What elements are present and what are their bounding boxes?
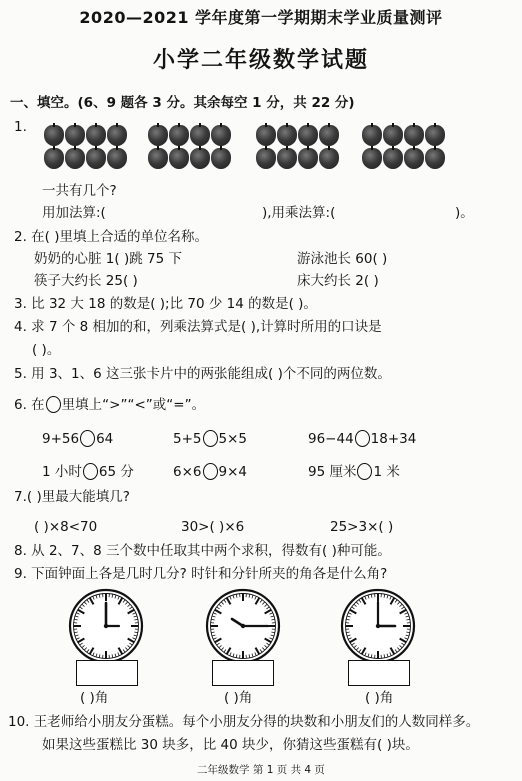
q7-item-b: 30>( )×6: [181, 519, 245, 535]
q6-text-a: 6. 在: [14, 397, 45, 413]
q6-row1-a: 9+56 64: [42, 431, 114, 447]
apple-icon: [404, 125, 424, 146]
exam-title: 2020—2021 学年度第一学期期末学业质量测评: [79, 8, 443, 27]
circle-blank-icon: [357, 463, 372, 480]
apple-icon: [256, 148, 276, 169]
apple-group: [256, 125, 342, 169]
q8-question: 8. 从 2、7、8 三个数中任取其中两个求积，得数有( )种可能。: [14, 543, 391, 559]
apple-icon: [211, 125, 231, 146]
apple-icon: [44, 125, 64, 146]
q1-end: )。: [455, 205, 474, 221]
angle-answer-1: ( )角: [80, 690, 109, 706]
q6-question: [14, 396, 205, 414]
clock-time-answer-box[interactable]: [76, 660, 138, 686]
apple-icon: [277, 125, 297, 146]
clock-icon: [340, 588, 416, 664]
circle-blank-icon: [80, 430, 95, 447]
apple-icon: [148, 125, 168, 146]
q2-item-b: 游泳池长 60( ): [297, 251, 388, 267]
apple-icon: [86, 148, 106, 169]
circle-blank-icon: [46, 396, 61, 413]
apple-icon: [383, 148, 403, 169]
apple-icon: [169, 125, 189, 146]
apple-group: [44, 125, 130, 169]
apple-icon: [148, 148, 168, 169]
apple-group: [148, 125, 234, 169]
q6-row2-a: 1 小时 65 分: [42, 464, 134, 480]
circle-blank-icon: [355, 430, 370, 447]
clock-icon: [205, 588, 281, 664]
apple-icon: [298, 148, 318, 169]
paper-title: 小学二年级数学试题: [152, 47, 369, 73]
apple-icon: [362, 125, 382, 146]
q7-item-c: 25>3×( ): [330, 519, 394, 535]
q1-number: 1.: [14, 119, 27, 135]
apple-icon: [211, 148, 231, 169]
q9-question: 9. 下面钟面上各是几时几分? 时针和分针所夹的角各是什么角?: [14, 566, 388, 582]
angle-answer-2: ( )角: [224, 690, 253, 706]
apple-icon: [404, 148, 424, 169]
q7-question: 7.( )里最大能填几?: [14, 489, 130, 505]
apple-icon: [86, 125, 106, 146]
apple-icon: [169, 148, 189, 169]
q4-question: 4. 求 7 个 8 相加的和，列乘法算式是( ),计算时所用的口诀是: [14, 319, 382, 335]
apple-icon: [44, 148, 64, 169]
apple-icon: [319, 125, 339, 146]
apple-icon: [107, 125, 127, 146]
q10-question-cont: 如果这些蛋糕比 30 块多，比 40 块少，你猜这些蛋糕有( )块。: [42, 737, 419, 753]
apple-icon: [190, 148, 210, 169]
apple-group: [362, 125, 448, 169]
apple-icon: [277, 148, 297, 169]
q2-question: 2. 在( )里填上合适的单位名称。: [14, 229, 208, 245]
q2-item-d: 床大约长 2( ): [297, 273, 379, 289]
q3-question: 3. 比 32 大 18 的数是( );比 70 少 14 的数是( )。: [14, 296, 317, 312]
apple-icon: [65, 125, 85, 146]
section-heading: 一、填空。(6、9 题各 3 分。其余每空 1 分，共 22 分): [10, 95, 355, 111]
apple-icon: [383, 125, 403, 146]
q4-blank: ( )。: [32, 342, 61, 358]
apple-icon: [298, 125, 318, 146]
q6-row2-b: 6×6 9×4: [173, 464, 247, 480]
q2-item-a: 奶奶的心脏 1( )跳 75 下: [34, 251, 182, 267]
q1-mul-label: ),用乘法算:(: [262, 205, 336, 221]
q1-add-label: 用加法算:(: [42, 205, 106, 221]
apple-icon: [190, 125, 210, 146]
clock-icon: [68, 588, 144, 664]
clock-time-answer-box[interactable]: [212, 660, 274, 686]
q1-question: 一共有几个?: [42, 183, 117, 199]
apple-icon: [107, 148, 127, 169]
clock-time-answer-box[interactable]: [348, 660, 410, 686]
q6-text-b: 里填上“>”“<”或“=”。: [61, 397, 206, 413]
angle-answer-3: ( )角: [365, 690, 394, 706]
q6-row1-c: 96−44 18+34: [308, 431, 417, 447]
apple-icon: [425, 148, 445, 169]
apple-icon: [425, 125, 445, 146]
q6-row2-c: 95 厘米 1 米: [308, 464, 400, 480]
apple-icon: [256, 125, 276, 146]
q6-row1-b: 5+5 5×5: [173, 431, 247, 447]
circle-blank-icon: [203, 430, 218, 447]
page-footer: 二年级数学 第 1 页 共 4 页: [197, 764, 325, 776]
apple-icon: [319, 148, 339, 169]
q10-question: 10. 王老师给小朋友分蛋糕。每个小朋友分得的块数和小朋友们的人数同样多。: [8, 714, 480, 730]
q5-question: 5. 用 3、1、6 这三张卡片中的两张能组成( )个不同的两位数。: [14, 366, 391, 382]
apple-groups: [44, 125, 444, 169]
apple-icon: [65, 148, 85, 169]
q7-item-a: ( )×8<70: [34, 519, 98, 535]
apple-icon: [362, 148, 382, 169]
q2-item-c: 筷子大约长 25( ): [34, 273, 138, 289]
circle-blank-icon: [83, 463, 98, 480]
circle-blank-icon: [203, 463, 218, 480]
